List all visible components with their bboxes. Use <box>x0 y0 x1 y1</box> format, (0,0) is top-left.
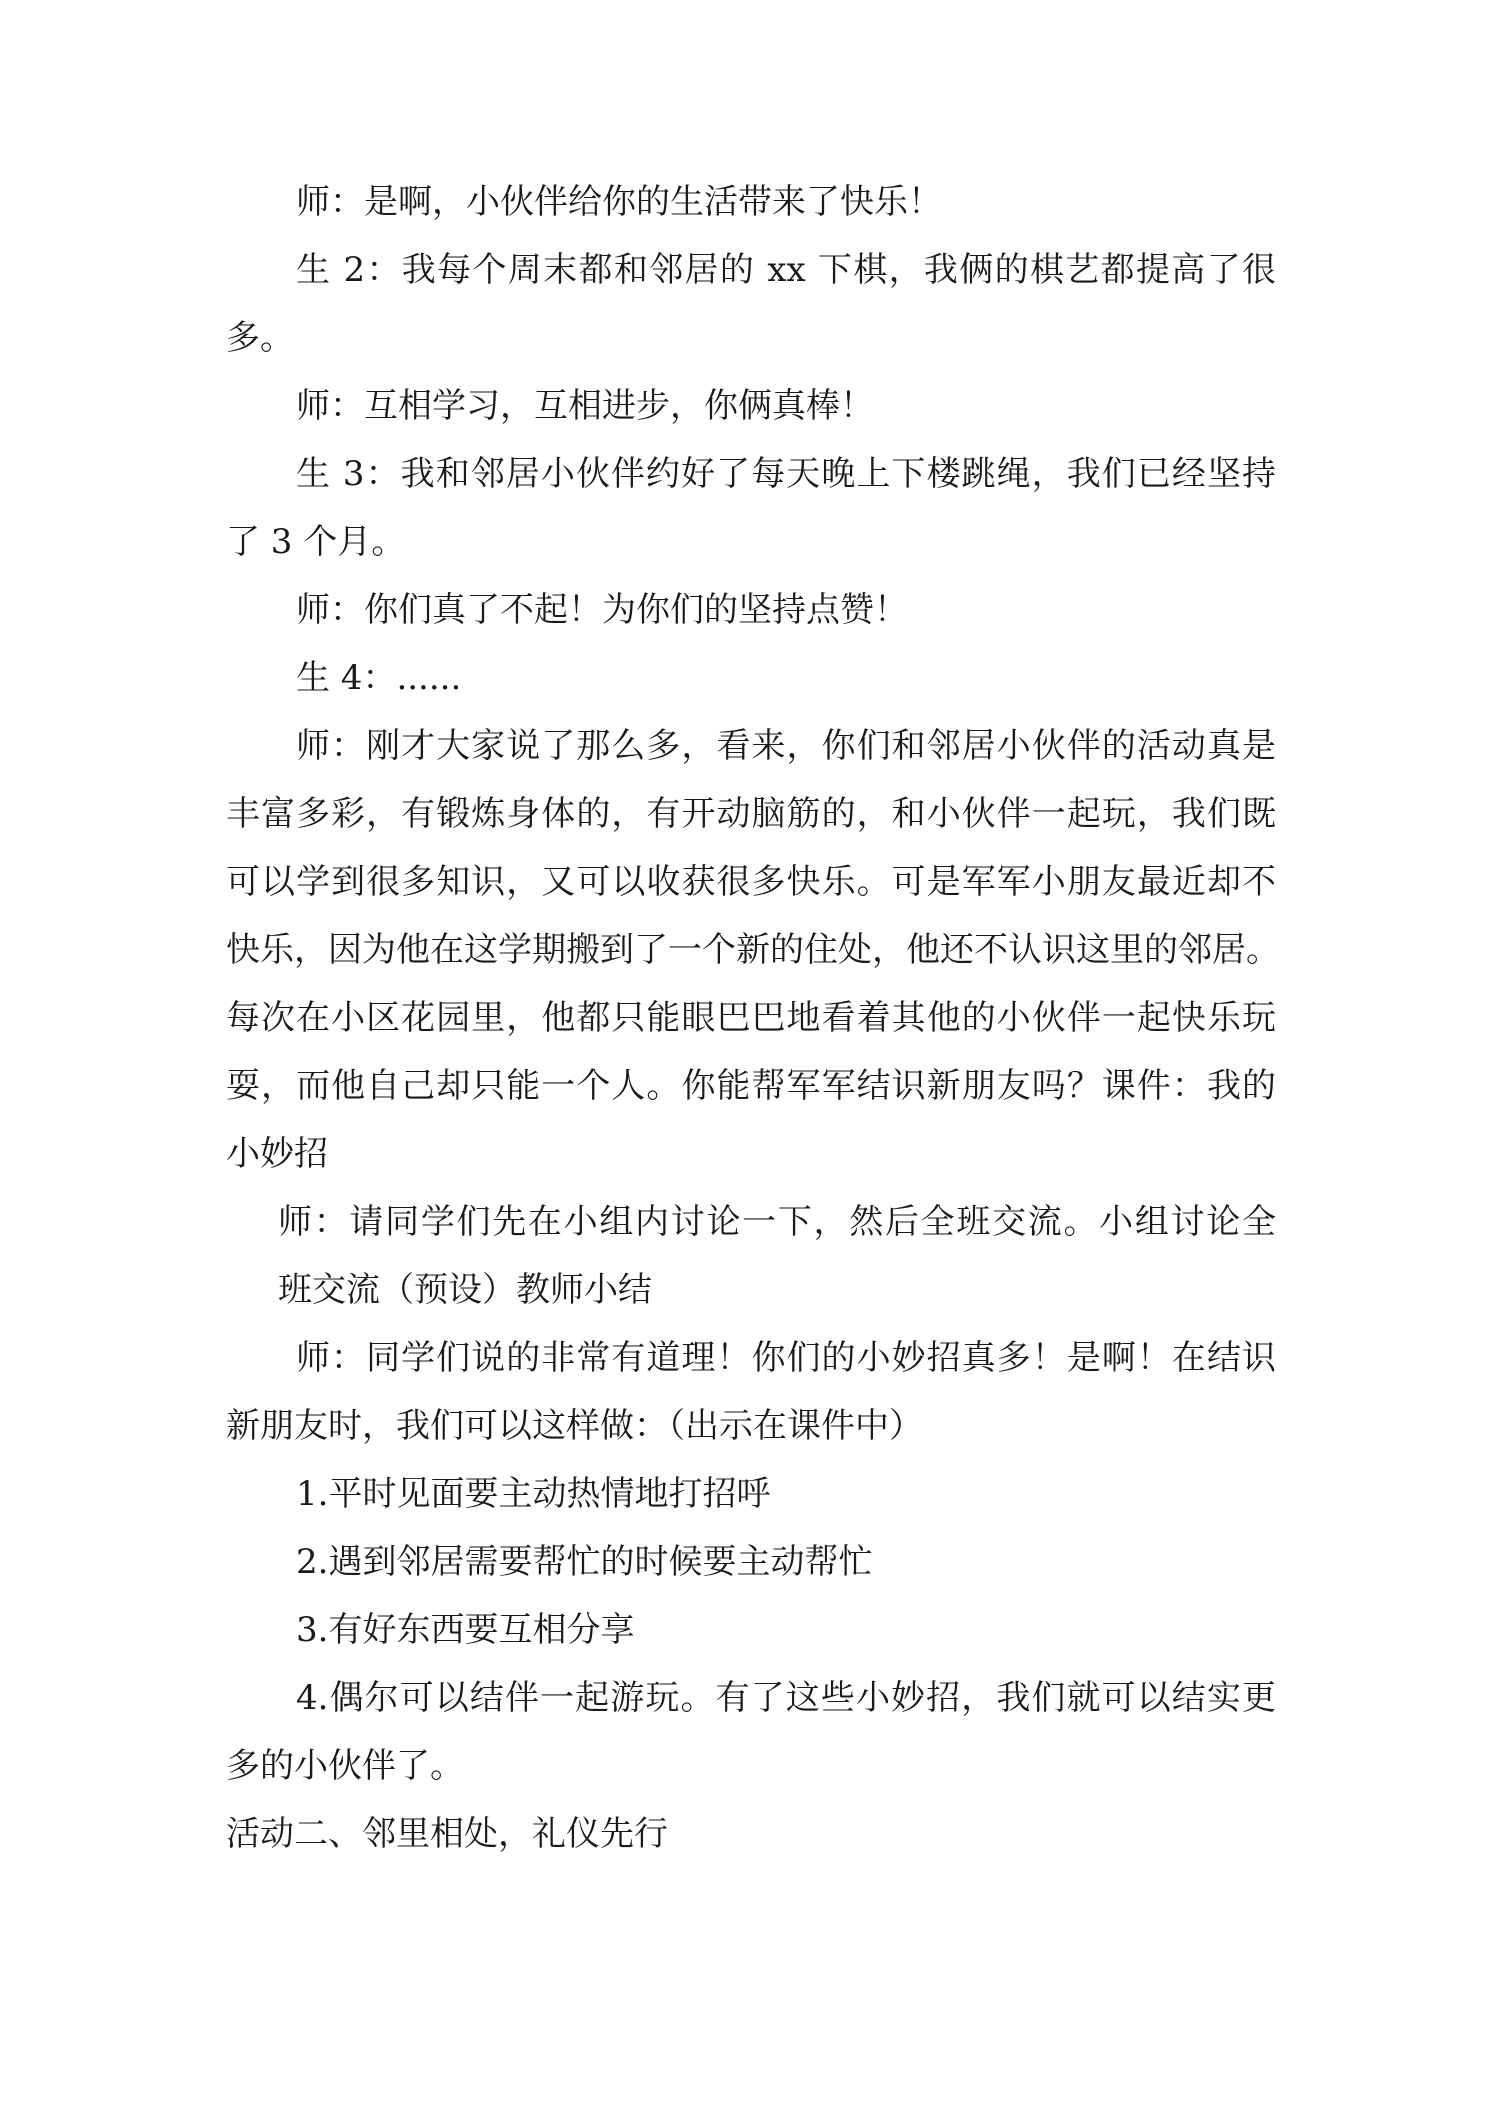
text-line: 师：同学们说的非常有道理！你们的小妙招真多！是啊！在结识 <box>296 1338 1276 1378</box>
text-line: 每次在小区花园里，他都只能眼巴巴地看着其他的小伙伴一起快乐玩 <box>226 998 1276 1038</box>
text-line: 师：互相学习，互相进步，你俩真棒！ <box>296 386 874 426</box>
text-line: 师：刚才大家说了那么多，看来，你们和邻居小伙伴的活动真是 <box>296 726 1276 766</box>
text-line: 快乐，因为他在这学期搬到了一个新的住处，他还不认识这里的邻居。 <box>226 930 1280 970</box>
text-line: 多。 <box>226 318 294 358</box>
text-line: 生 2：我每个周末都和邻居的 xx 下棋，我俩的棋艺都提高了很 <box>296 250 1276 290</box>
text-line: 小妙招 <box>226 1134 328 1174</box>
list-item: 3.有好东西要互相分享 <box>296 1610 635 1650</box>
text-line: 多的小伙伴了。 <box>226 1746 464 1786</box>
text-line: 师：你们真了不起！为你们的坚持点赞！ <box>296 590 908 630</box>
text-line: 生 4：...... <box>296 658 462 698</box>
text-line: 新朋友时，我们可以这样做：（出示在课件中） <box>226 1406 923 1446</box>
text-line: 了 3 个月。 <box>226 522 406 562</box>
text-line: 耍，而他自己却只能一个人。你能帮军军结识新朋友吗？课件：我的 <box>226 1066 1276 1106</box>
text-line: 可以学到很多知识，又可以收获很多快乐。可是军军小朋友最近却不 <box>226 862 1276 902</box>
text-line: 师：是啊，小伙伴给你的生活带来了快乐！ <box>296 182 942 222</box>
section-heading: 活动二、邻里相处，礼仪先行 <box>226 1814 668 1854</box>
text-line: 班交流（预设）教师小结 <box>278 1270 652 1310</box>
list-item: 2.遇到邻居需要帮忙的时候要主动帮忙 <box>296 1542 873 1582</box>
list-item: 1.平时见面要主动热情地打招呼 <box>296 1474 771 1514</box>
text-line: 生 3：我和邻居小伙伴约好了每天晚上下楼跳绳，我们已经坚持 <box>296 454 1276 494</box>
text-line: 丰富多彩，有锻炼身体的，有开动脑筋的，和小伙伴一起玩，我们既 <box>226 794 1276 834</box>
list-item: 4.偶尔可以结伴一起游玩。有了这些小妙招，我们就可以结实更 <box>296 1678 1276 1718</box>
text-line: 师：请同学们先在小组内讨论一下，然后全班交流。小组讨论全 <box>278 1202 1276 1242</box>
